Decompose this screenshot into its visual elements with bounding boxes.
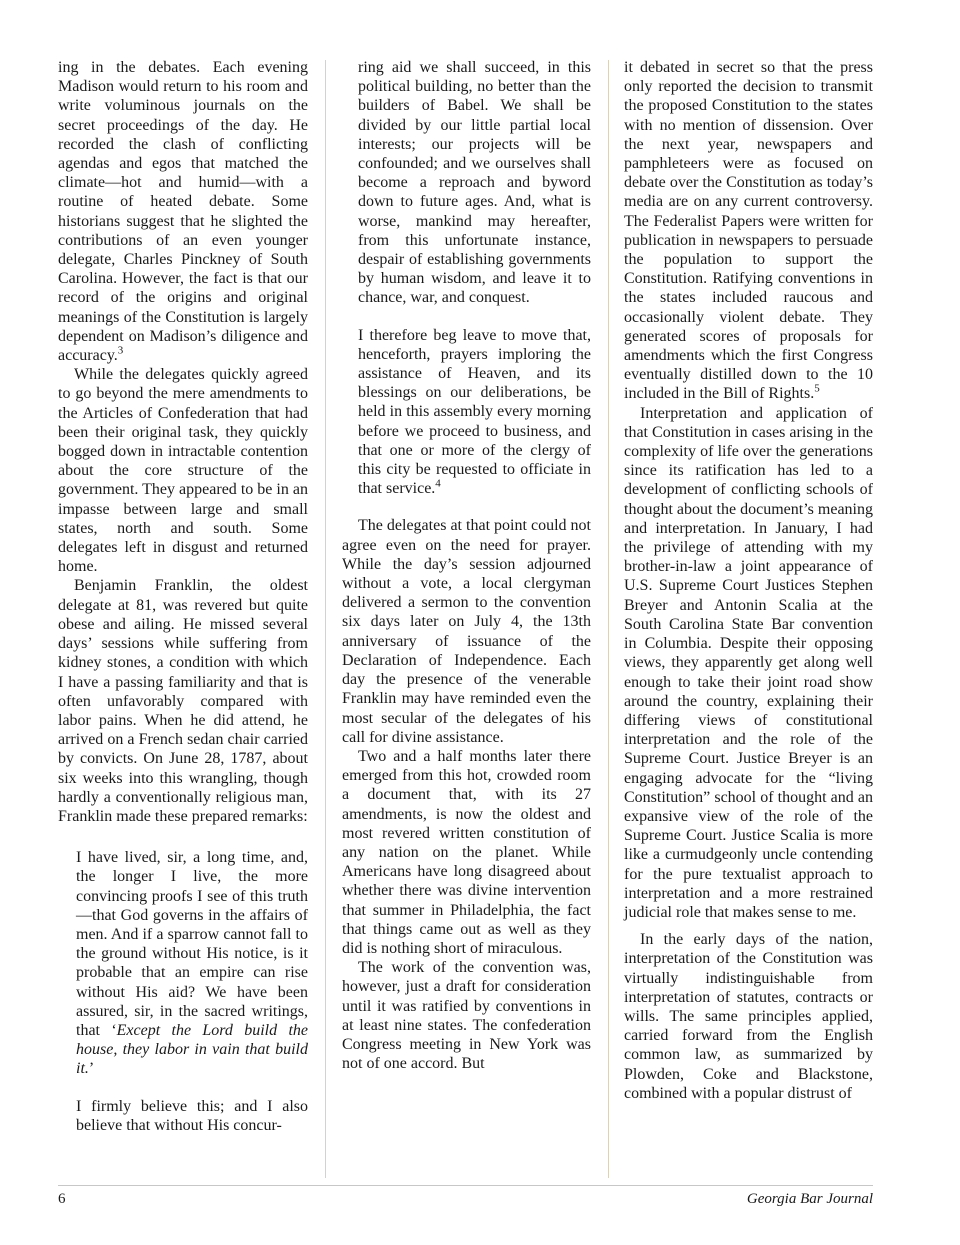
footnote-ref: 5 [814,383,820,396]
footnote-ref: 4 [435,477,441,490]
column-divider-left [325,60,326,1178]
footnote-ref: 3 [117,344,124,357]
paragraph: Two and a half months later there emerged from this hot, crowded room a document that, with its 27 amendments, is now the oldest and most revered written constitution of any nation on the planet. While Americans have long disagreed about whether there was divine intervention that summer in Philadelphia, the fact that things came out as well as they did is nothing short of miraculous. [342,747,591,957]
page-number: 6 [58,1191,66,1207]
block-quote [358,58,591,498]
paragraph: Benjamin Franklin, the oldest delegate at 81, was revered but quite obese and ailing. He missed several days’ sessions while suffering from kidney stones, a condition with which I have a passing familiarity and that is often unfavorably compared with labor pains. When he did attend, he arrived on a French sedan chair carried by convicts. On June 28, 1787, about six weeks into this wrangling, though hardly a conventionally religious man, Franklin made these prepared remarks: [58,577,308,825]
paragraph: The delegates at that point could not agree even on the need for prayer. While the day’s session adjourned without a vote, a local clergyman delivered a sermon to the convention six days later on July 4, the 13th anniversary of issuance of the Declaration of Independence. Each day the presence of the venerable Franklin may have reminded even the most secular of the delegates of his call for divine assistance. [342,517,591,746]
quote-paragraph: I therefore beg leave to move that, henceforth, prayers imploring the assistance of Heaven, and its blessings on our deliberations, be held in this assembly every morning before we proceed to business, and that one or more of the clergy of this city be requested to officiate in that service.$^4$ [358,326,591,498]
column-divider-right [608,60,609,1178]
publication-name: Georgia Bar Journal [746,1191,873,1207]
quote-paragraph: I have lived, sir, a long time, and, the longer I live, the more convincing proofs I see of this truth—that God governs in the affairs of men. And if a sparrow cannot fall to the ground without His notice, is it probable that an empire can rise without His aid? We have been assured, sir, in the sacred writings, that ‘Except the Lord build the house, they labor in vain that build it.’ [76,849,308,1078]
paragraph: ing in the debates. Each evening Madison would return to his room and write voluminous journals on the secret proceedings of the day. He recorded the clash of conflicting agendas and egos that matched the climate—hot and humid—with a routine of heated debate. Some historians suggest that he slighted the contributions of an even younger delegate, Charles Pinckney of South Carolina. However, the fact is that our record of the origins and original meanings of the Constitution is largely dependent on Madison’s diligence and accuracy.$^3$ [58,59,308,365]
text-column-1 [58,58,308,1153]
scripture-quote: Except the Lord build the house, they labor in vain that build it. [76,1021,308,1078]
paragraph: The work of the convention was, however, just a draft for consideration until it was ratified by conventions in at least nine states. The confederation Congress meeting in New York was not of one accord. But [342,959,591,1073]
text-column-2 [342,58,591,1073]
paragraph: it debated in secret so that the press only reported the decision to transmit the proposed Constitution to the states with no mention of dissension. Over the next year, newspapers and pamphleteers were as focused on debate over the Constitution as today’s media are on any current controversy. The Federalist Papers were written for publication in newspapers to persuade the population to support the Constitution. Ratifying conventions in the states included raucous and occasionally violent debate. They generated scores of proposals for amendments which the first Congress eventually distilled down to the 10 included in the Bill of Rights.$^5$ [624,59,873,403]
block-quote [76,848,308,1135]
paragraph: While the delegates quickly agreed to go beyond the mere amendments to the Articles of Confederation that had been their original task, they quickly bogged down in intractable contention about the core structure of the government. They appeared to be in an impasse between large and small states, north and south. Some delegates left in disgust and returned home. [58,366,308,576]
paragraph: In the early days of the nation, interpretation of the Constitution was virtually indistinguishable from interpretation of statutes, contracts or wills. The same principles applied, carried forward from the English common law, as summarized by Plowden, Coke and Blackstone, combined with a popular distrust of [624,931,873,1102]
quote-paragraph: I firmly believe this; and I also believe that without His concur- [76,1097,308,1134]
text-column-3 [624,58,873,1103]
footer-rule [58,1185,873,1186]
quote-paragraph: ring aid we shall succeed, in this political building, no better than the builders of Babel. We shall be divided by our little partial local interests; our projects will be confounded; and we ourselves shall become a reproach and byword down to future ages. And, what is worse, mankind may hereafter, from this unfortunate instance, despair of establishing governments by human wisdom, and leave it to chance, war, and conquest. [358,59,591,307]
paragraph: Interpretation and application of that Constitution in cases arising in the complexity of life over the generations since its ratification has led to a development of conflicting schools of thought about the document’s meaning and interpretation. In January, I had the privilege of attending with my brother-in-law a joint appearance of U.S. Supreme Court Justices Stephen Breyer and Antonin Scalia at the South Carolina State Bar convention in Columbia. Despite their opposing views, they apparently get along well enough to take their joint road show around the country, explaining their differing views of constitutional interpretation and the role of the Supreme Court. Justice Breyer is an engaging advocate for the “living Constitution” school of thought and an expansive view of the role of the Supreme Court. Justice Scalia is more like a curmudgeonly uncle contending for the pure textualist approach to interpretation and a more restrained judicial role that makes sense to me. [624,404,873,921]
